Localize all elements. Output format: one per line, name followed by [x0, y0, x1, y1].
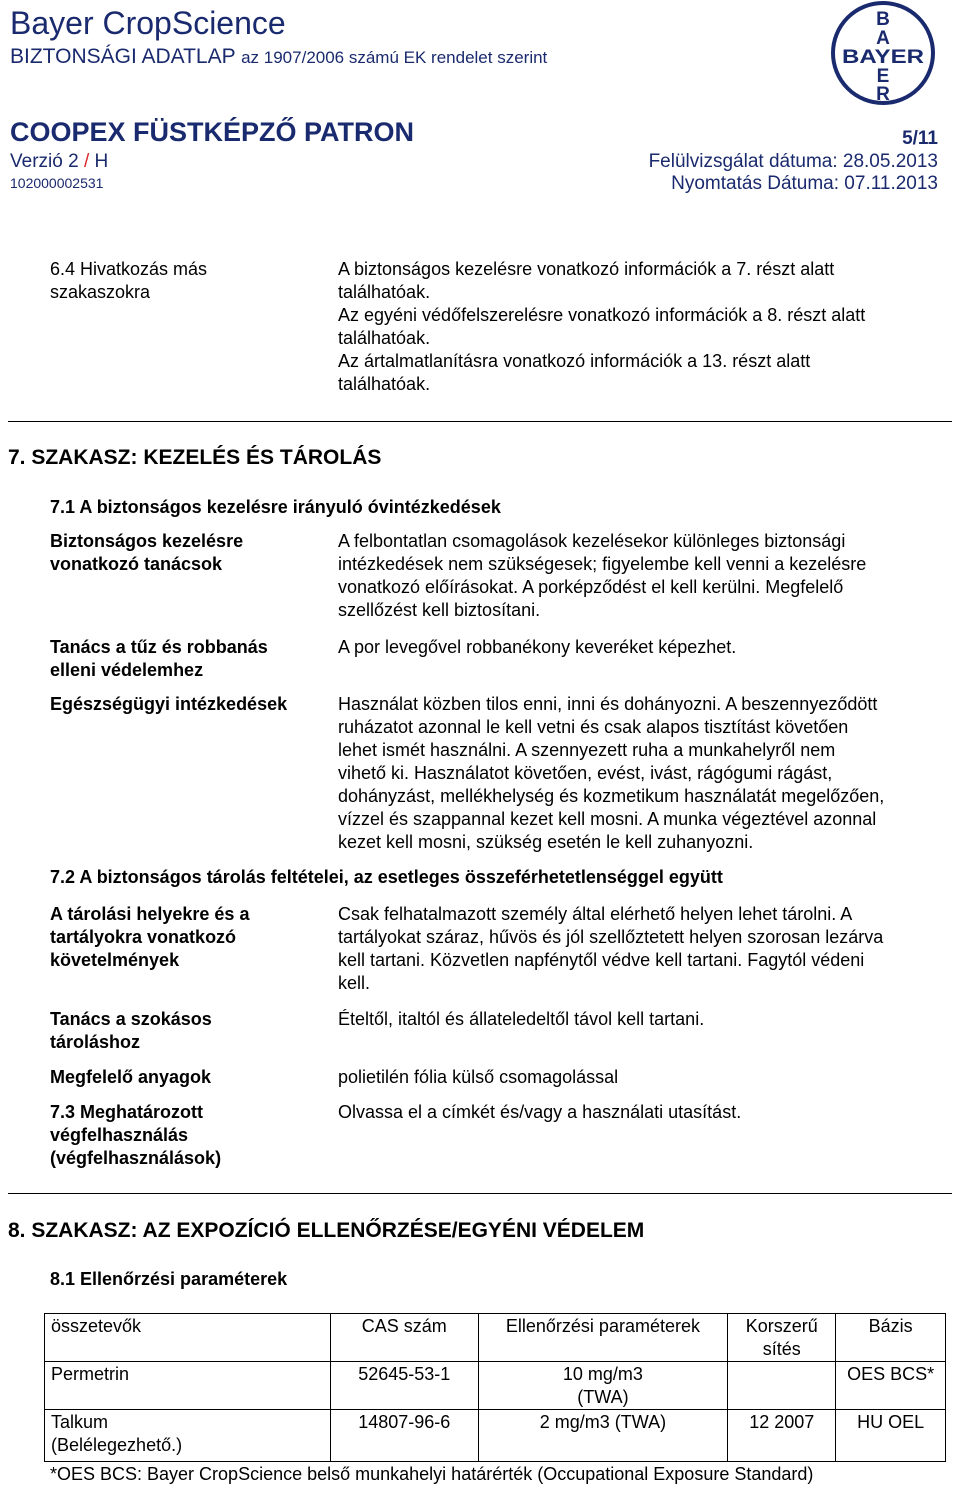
- label-line: elleni védelemhez: [50, 660, 204, 680]
- text-line: találhatóak.: [338, 374, 431, 394]
- label-line: követelmények: [50, 950, 180, 970]
- text-line: kell.: [338, 973, 371, 993]
- safe-handling-text: [338, 530, 866, 622]
- company-name: Bayer CropScience: [10, 5, 286, 41]
- regulation-reference: az 1907/2006 számú EK rendelet szerint: [241, 48, 548, 67]
- text-line: vízzel és szappannal kezet kell mosni. A munka végeztével azonnal: [338, 809, 877, 829]
- label-line: Tanács a szokásos: [50, 1009, 212, 1029]
- end-use-text: Olvassa el a címkét és/vagy a használati utasítást.: [338, 1102, 742, 1122]
- common-storage-text: Ételtől, italtól és állateledeltől távol kell tartani.: [338, 1009, 705, 1029]
- s64-label-line: 6.4 Hivatkozás más: [50, 259, 208, 279]
- review-date: Felülvizsgálat dátuma: 28.05.2013: [648, 151, 938, 172]
- text-line: intézkedések nem szükségesek; figyelembe kell venni a kezelésre: [338, 554, 867, 574]
- bayer-cross-logo: [830, 0, 936, 106]
- fire-protection-text: A por levegővel robbanékony keveréket képezhet.: [338, 637, 737, 657]
- version-slash: /: [83, 151, 90, 172]
- version-info: [10, 151, 108, 173]
- product-name: COOPEX FÜSTKÉPZŐ PATRON: [10, 117, 415, 147]
- section-divider: [8, 1193, 952, 1194]
- label-line: 7.3 Meghatározott: [50, 1102, 204, 1122]
- label-line: Tanács a tűz és robbanás: [50, 637, 268, 657]
- label-line: Biztonságos kezelésre: [50, 531, 244, 551]
- fire-protection-label: [50, 636, 268, 682]
- text-line: A biztonságos kezelésre vonatkozó információk a 7. részt alatt: [338, 259, 835, 279]
- logo-letter-b: B: [876, 9, 890, 30]
- print-date: Nyomtatás Dátuma: 07.11.2013: [671, 173, 938, 194]
- subsection-8-1-title: 8.1 Ellenőrzési paraméterek: [50, 1269, 288, 1289]
- text-line: találhatóak.: [338, 282, 431, 302]
- table-row: [45, 1410, 946, 1462]
- label-line: (végfelhasználások): [50, 1148, 222, 1168]
- label-line: tároláshoz: [50, 1032, 141, 1052]
- text-line: kell tartani. Közvetlen napfénytől védve kell tartani. Fagytól védeni: [338, 950, 865, 970]
- suitable-materials-label: Megfelelő anyagok: [50, 1067, 212, 1087]
- table-header-row: [45, 1314, 946, 1362]
- table-cell: 12 2007: [728, 1410, 836, 1462]
- label-line: vonatkozó tanácsok: [50, 554, 223, 574]
- text-line: Csak felhatalmazott személy által elérhető helyen lehet tárolni. A: [338, 904, 853, 924]
- text-line: Az egyéni védőfelszerelésre vonatkozó információk a 8. részt alatt: [338, 305, 866, 325]
- text-line: Használat közben tilos enni, inni és dohányozni. A beszennyeződött: [338, 694, 878, 714]
- subsection-7-1-title: 7.1 A biztonságos kezelésre irányuló óvintézkedések: [50, 497, 501, 517]
- table-cell: Talkum (Belélegezhető.): [45, 1410, 331, 1462]
- header-cell: Ellenőrzési paraméterek: [478, 1314, 728, 1362]
- hygiene-text: [338, 693, 884, 854]
- logo-letter-e: E: [876, 66, 890, 87]
- hygiene-label: Egészségügyi intézkedések: [50, 694, 288, 714]
- header-cell: összetevők: [45, 1314, 331, 1362]
- logo-letter-r: R: [876, 84, 890, 105]
- table-cell: [728, 1362, 836, 1410]
- text-line: A felbontatlan csomagolások kezelésekor különleges biztonsági: [338, 531, 846, 551]
- table-row: [45, 1362, 946, 1410]
- suitable-materials-text: polietilén fólia külső csomagolással: [338, 1067, 619, 1087]
- label-line: A tárolási helyekre és a: [50, 904, 250, 924]
- document-subtitle: [10, 44, 547, 71]
- text-line: tartályokat száraz, hűvös és jól szellőztetett helyen szorosan lezárva: [338, 927, 884, 947]
- version-letter: H: [94, 151, 109, 172]
- section-divider: [8, 421, 952, 422]
- text-line: szellőzést kell biztosítani.: [338, 600, 541, 620]
- version-number: 2: [68, 151, 79, 172]
- section-8-title: 8. SZAKASZ: AZ EXPOZÍCIÓ ELLENŐRZÉSE/EGYÉNI VÉDELEM: [8, 1219, 645, 1242]
- s64-label-line: szakaszokra: [50, 282, 151, 302]
- version-label: Verzió: [10, 151, 63, 172]
- text-line: Az ártalmatlanításra vonatkozó információk a 13. részt alatt: [338, 351, 811, 371]
- document-number: 102000002531: [10, 175, 104, 191]
- logo-word-bayer: BAYER: [842, 47, 925, 68]
- header-cell: CAS szám: [330, 1314, 478, 1362]
- label-line: tartályokra vonatkozó: [50, 927, 237, 947]
- control-parameters-table: [44, 1313, 946, 1462]
- s64-text: [338, 258, 865, 396]
- text-line: ruházatot azonnal le kell vetni és csak alapos tisztítást követően: [338, 717, 849, 737]
- text-line: dohányzást, mellékhelység és kozmetikum használatát megelőzően,: [338, 786, 885, 806]
- storage-requirements-text: [338, 903, 883, 995]
- table-cell: Permetrin: [45, 1362, 331, 1410]
- s64-label: [50, 258, 207, 304]
- table-cell: 52645-53-1: [330, 1362, 478, 1410]
- label-line: végfelhasználás: [50, 1125, 189, 1145]
- section-7-title: 7. SZAKASZ: KEZELÉS ÉS TÁROLÁS: [8, 446, 382, 469]
- logo-letter-a: A: [876, 28, 890, 49]
- common-storage-label: [50, 1008, 212, 1054]
- page-number: 5/11: [902, 128, 938, 149]
- table-cell: OES BCS*: [836, 1362, 946, 1410]
- text-line: lehet ismét használni. A szennyezett ruha a munkahelyről nem: [338, 740, 836, 760]
- table-cell: HU OEL: [836, 1410, 946, 1462]
- header-cell: Korszerű sítés: [728, 1314, 836, 1362]
- table-cell: 14807-96-6: [330, 1410, 478, 1462]
- table-cell: 10 mg/m3 (TWA): [478, 1362, 728, 1410]
- text-line: kezet kell mosni, szükség esetén le kell zuhanyozni.: [338, 832, 754, 852]
- storage-requirements-label: [50, 903, 249, 972]
- text-line: vihető ki. Használatot követően, evést, ivást, rágógumi rágást,: [338, 763, 833, 783]
- end-use-label: [50, 1101, 221, 1170]
- text-line: találhatóak.: [338, 328, 431, 348]
- table-cell: 2 mg/m3 (TWA): [478, 1410, 728, 1462]
- header-cell: Bázis: [836, 1314, 946, 1362]
- safe-handling-label: [50, 530, 243, 576]
- text-line: vonatkozó előírásokat. A porképződést el kell kerülni. Megfelelő: [338, 577, 844, 597]
- subsection-7-2-title: 7.2 A biztonságos tárolás feltételei, az esetleges összeférhetetlenséggel együtt: [50, 867, 723, 887]
- document-type: BIZTONSÁGI ADATLAP: [10, 45, 236, 68]
- table-footnote: *OES BCS: Bayer CropScience belső munkahelyi határérték (Occupational Exposure Standard): [50, 1464, 814, 1484]
